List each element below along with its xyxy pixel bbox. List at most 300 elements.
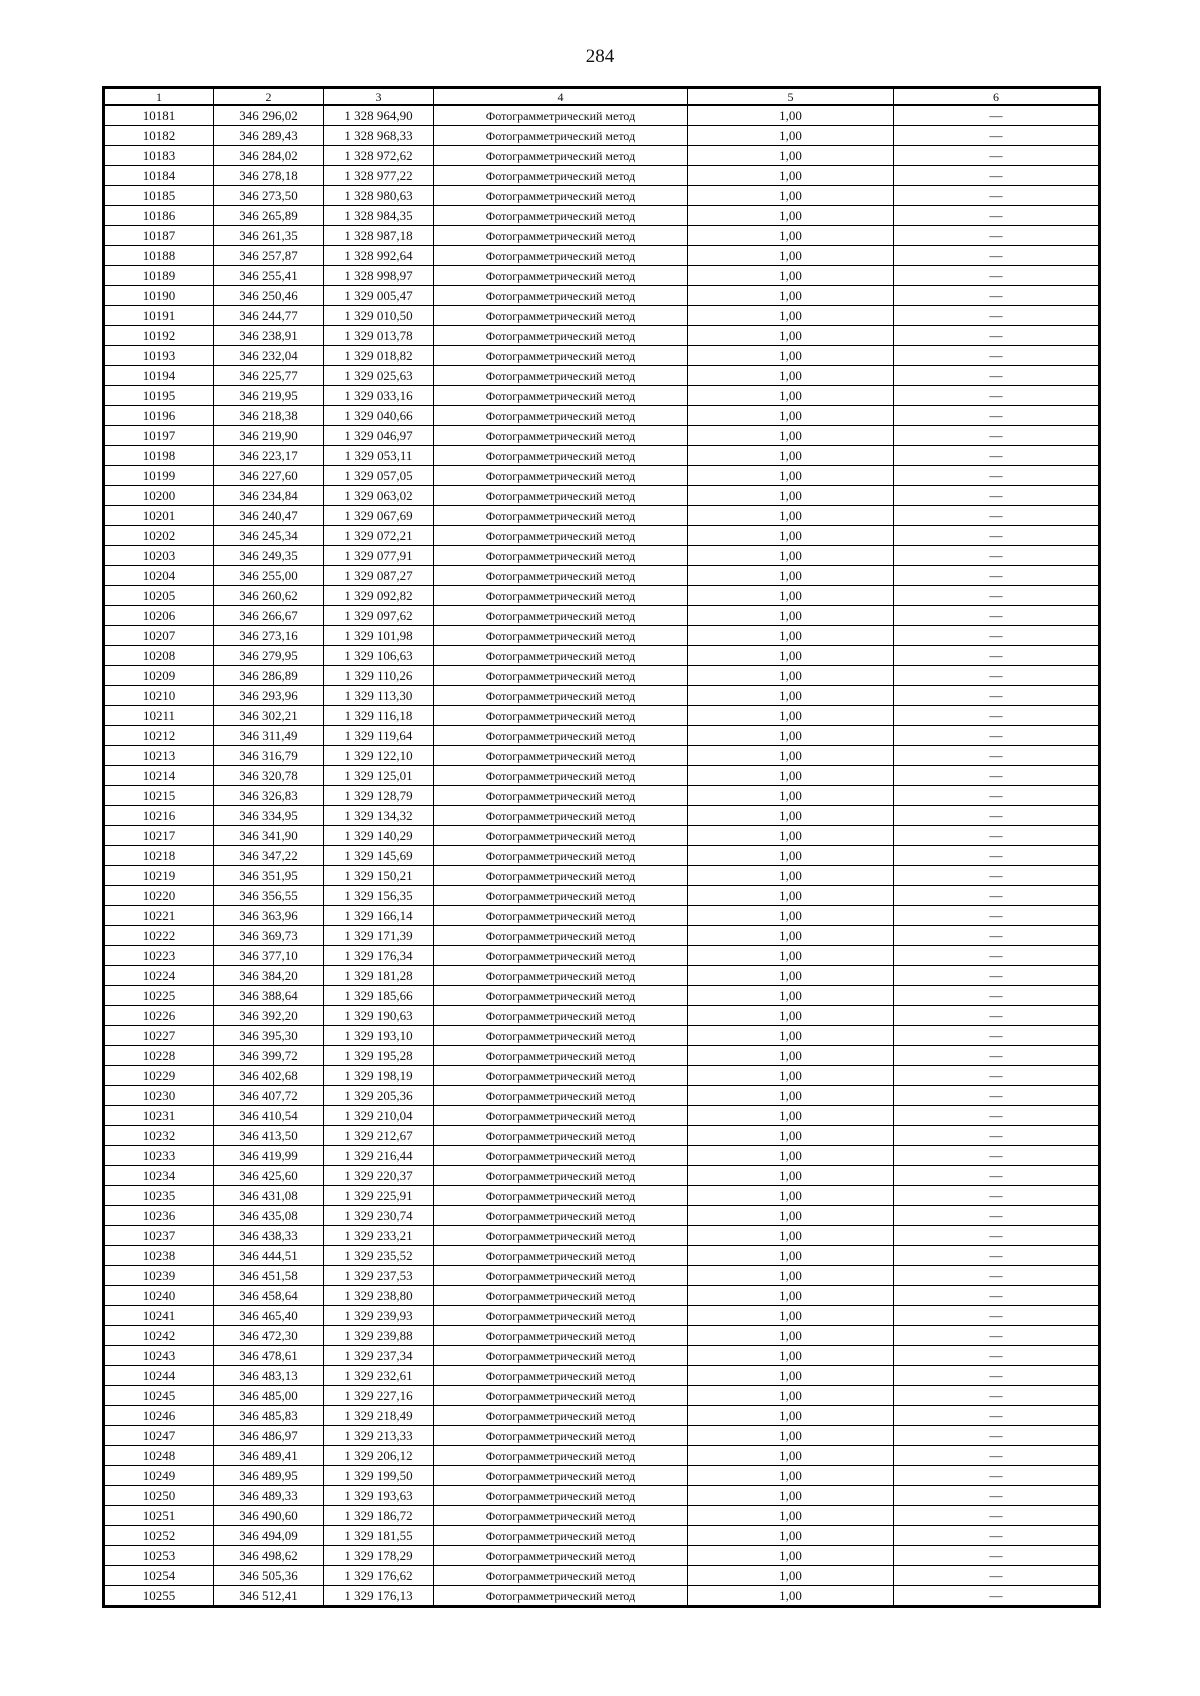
method-cell: Фотограмметрический метод	[434, 1086, 688, 1106]
description-cell: —	[894, 1046, 1100, 1066]
coordinates-table	[102, 86, 1101, 1608]
x-coordinate-cell: 346 225,77	[214, 366, 324, 386]
method-cell: Фотограмметрический метод	[434, 726, 688, 746]
point-number-cell: 10213	[104, 746, 214, 766]
x-coordinate-cell: 346 293,96	[214, 686, 324, 706]
x-coordinate-cell: 346 489,33	[214, 1486, 324, 1506]
method-cell: Фотограмметрический метод	[434, 506, 688, 526]
y-coordinate-cell: 1 329 212,67	[324, 1126, 434, 1146]
x-coordinate-cell: 346 399,72	[214, 1046, 324, 1066]
y-coordinate-cell: 1 329 205,36	[324, 1086, 434, 1106]
y-coordinate-cell: 1 329 063,02	[324, 486, 434, 506]
description-cell: —	[894, 105, 1100, 126]
description-cell: —	[894, 1326, 1100, 1346]
accuracy-cell: 1,00	[688, 1186, 894, 1206]
table-row	[104, 1426, 1100, 1446]
method-cell: Фотограмметрический метод	[434, 1106, 688, 1126]
description-cell: —	[894, 1566, 1100, 1586]
y-coordinate-cell: 1 328 977,22	[324, 166, 434, 186]
point-number-cell: 10191	[104, 306, 214, 326]
x-coordinate-cell: 346 278,18	[214, 166, 324, 186]
method-cell: Фотограмметрический метод	[434, 1426, 688, 1446]
table-row	[104, 1006, 1100, 1026]
y-coordinate-cell: 1 329 176,34	[324, 946, 434, 966]
y-coordinate-cell: 1 328 972,62	[324, 146, 434, 166]
accuracy-cell: 1,00	[688, 1146, 894, 1166]
description-cell: —	[894, 406, 1100, 426]
y-coordinate-cell: 1 329 239,88	[324, 1326, 434, 1346]
method-cell: Фотограмметрический метод	[434, 546, 688, 566]
point-number-cell: 10192	[104, 326, 214, 346]
description-cell: —	[894, 786, 1100, 806]
x-coordinate-cell: 346 244,77	[214, 306, 324, 326]
table-row	[104, 1246, 1100, 1266]
x-coordinate-cell: 346 273,16	[214, 626, 324, 646]
x-coordinate-cell: 346 444,51	[214, 1246, 324, 1266]
accuracy-cell: 1,00	[688, 1446, 894, 1466]
accuracy-cell: 1,00	[688, 666, 894, 686]
point-number-cell: 10253	[104, 1546, 214, 1566]
point-number-cell: 10199	[104, 466, 214, 486]
method-cell: Фотограмметрический метод	[434, 346, 688, 366]
method-cell: Фотограмметрический метод	[434, 1066, 688, 1086]
method-cell: Фотограмметрический метод	[434, 326, 688, 346]
method-cell: Фотограмметрический метод	[434, 1026, 688, 1046]
accuracy-cell: 1,00	[688, 226, 894, 246]
column-header-5: 5	[688, 88, 894, 106]
point-number-cell: 10218	[104, 846, 214, 866]
description-cell: —	[894, 566, 1100, 586]
description-cell: —	[894, 1426, 1100, 1446]
table-row	[104, 766, 1100, 786]
x-coordinate-cell: 346 478,61	[214, 1346, 324, 1366]
description-cell: —	[894, 1466, 1100, 1486]
description-cell: —	[894, 1066, 1100, 1086]
x-coordinate-cell: 346 326,83	[214, 786, 324, 806]
table-row	[104, 246, 1100, 266]
method-cell: Фотограмметрический метод	[434, 1266, 688, 1286]
accuracy-cell: 1,00	[688, 166, 894, 186]
table-row	[104, 1346, 1100, 1366]
accuracy-cell: 1,00	[688, 886, 894, 906]
y-coordinate-cell: 1 328 968,33	[324, 126, 434, 146]
y-coordinate-cell: 1 329 150,21	[324, 866, 434, 886]
x-coordinate-cell: 346 240,47	[214, 506, 324, 526]
accuracy-cell: 1,00	[688, 1346, 894, 1366]
table-row	[104, 366, 1100, 386]
description-cell: —	[894, 286, 1100, 306]
method-cell: Фотограмметрический метод	[434, 166, 688, 186]
accuracy-cell: 1,00	[688, 446, 894, 466]
point-number-cell: 10200	[104, 486, 214, 506]
x-coordinate-cell: 346 435,08	[214, 1206, 324, 1226]
x-coordinate-cell: 346 425,60	[214, 1166, 324, 1186]
x-coordinate-cell: 346 458,64	[214, 1286, 324, 1306]
point-number-cell: 10238	[104, 1246, 214, 1266]
method-cell: Фотограмметрический метод	[434, 366, 688, 386]
accuracy-cell: 1,00	[688, 1166, 894, 1186]
x-coordinate-cell: 346 289,43	[214, 126, 324, 146]
x-coordinate-cell: 346 311,49	[214, 726, 324, 746]
point-number-cell: 10201	[104, 506, 214, 526]
accuracy-cell: 1,00	[688, 626, 894, 646]
accuracy-cell: 1,00	[688, 1286, 894, 1306]
table-row	[104, 946, 1100, 966]
point-number-cell: 10211	[104, 706, 214, 726]
description-cell: —	[894, 206, 1100, 226]
y-coordinate-cell: 1 329 140,29	[324, 826, 434, 846]
accuracy-cell: 1,00	[688, 1026, 894, 1046]
method-cell: Фотограмметрический метод	[434, 926, 688, 946]
point-number-cell: 10223	[104, 946, 214, 966]
table-row	[104, 286, 1100, 306]
point-number-cell: 10242	[104, 1326, 214, 1346]
table-row	[104, 706, 1100, 726]
table-row	[104, 606, 1100, 626]
method-cell: Фотограмметрический метод	[434, 1126, 688, 1146]
x-coordinate-cell: 346 250,46	[214, 286, 324, 306]
accuracy-cell: 1,00	[688, 1306, 894, 1326]
accuracy-cell: 1,00	[688, 266, 894, 286]
y-coordinate-cell: 1 329 178,29	[324, 1546, 434, 1566]
table-row	[104, 726, 1100, 746]
table-row	[104, 1306, 1100, 1326]
point-number-cell: 10189	[104, 266, 214, 286]
table-row	[104, 186, 1100, 206]
x-coordinate-cell: 346 296,02	[214, 105, 324, 126]
point-number-cell: 10250	[104, 1486, 214, 1506]
method-cell: Фотограмметрический метод	[434, 1506, 688, 1526]
y-coordinate-cell: 1 329 239,93	[324, 1306, 434, 1326]
table-row	[104, 906, 1100, 926]
method-cell: Фотограмметрический метод	[434, 1006, 688, 1026]
y-coordinate-cell: 1 329 046,97	[324, 426, 434, 446]
accuracy-cell: 1,00	[688, 146, 894, 166]
description-cell: —	[894, 686, 1100, 706]
table-row	[104, 686, 1100, 706]
y-coordinate-cell: 1 329 238,80	[324, 1286, 434, 1306]
description-cell: —	[894, 1346, 1100, 1366]
point-number-cell: 10228	[104, 1046, 214, 1066]
point-number-cell: 10232	[104, 1126, 214, 1146]
x-coordinate-cell: 346 402,68	[214, 1066, 324, 1086]
method-cell: Фотограмметрический метод	[434, 1486, 688, 1506]
y-coordinate-cell: 1 329 025,63	[324, 366, 434, 386]
method-cell: Фотограмметрический метод	[434, 246, 688, 266]
table-row	[104, 166, 1100, 186]
accuracy-cell: 1,00	[688, 1526, 894, 1546]
y-coordinate-cell: 1 329 057,05	[324, 466, 434, 486]
accuracy-cell: 1,00	[688, 846, 894, 866]
y-coordinate-cell: 1 329 227,16	[324, 1386, 434, 1406]
description-cell: —	[894, 326, 1100, 346]
point-number-cell: 10221	[104, 906, 214, 926]
method-cell: Фотограмметрический метод	[434, 146, 688, 166]
method-cell: Фотограмметрический метод	[434, 105, 688, 126]
accuracy-cell: 1,00	[688, 566, 894, 586]
description-cell: —	[894, 1546, 1100, 1566]
description-cell: —	[894, 806, 1100, 826]
point-number-cell: 10187	[104, 226, 214, 246]
point-number-cell: 10225	[104, 986, 214, 1006]
description-cell: —	[894, 926, 1100, 946]
description-cell: —	[894, 646, 1100, 666]
table-row	[104, 986, 1100, 1006]
accuracy-cell: 1,00	[688, 306, 894, 326]
x-coordinate-cell: 346 273,50	[214, 186, 324, 206]
y-coordinate-cell: 1 329 072,21	[324, 526, 434, 546]
y-coordinate-cell: 1 329 067,69	[324, 506, 434, 526]
table-row	[104, 506, 1100, 526]
x-coordinate-cell: 346 407,72	[214, 1086, 324, 1106]
y-coordinate-cell: 1 328 964,90	[324, 105, 434, 126]
point-number-cell: 10243	[104, 1346, 214, 1366]
accuracy-cell: 1,00	[688, 346, 894, 366]
accuracy-cell: 1,00	[688, 1586, 894, 1607]
x-coordinate-cell: 346 465,40	[214, 1306, 324, 1326]
point-number-cell: 10212	[104, 726, 214, 746]
table-row	[104, 1046, 1100, 1066]
point-number-cell: 10234	[104, 1166, 214, 1186]
accuracy-cell: 1,00	[688, 1406, 894, 1426]
y-coordinate-cell: 1 329 193,63	[324, 1486, 434, 1506]
accuracy-cell: 1,00	[688, 806, 894, 826]
y-coordinate-cell: 1 329 233,21	[324, 1226, 434, 1246]
y-coordinate-cell: 1 329 156,35	[324, 886, 434, 906]
point-number-cell: 10252	[104, 1526, 214, 1546]
x-coordinate-cell: 346 384,20	[214, 966, 324, 986]
description-cell: —	[894, 486, 1100, 506]
table-row	[104, 1566, 1100, 1586]
point-number-cell: 10245	[104, 1386, 214, 1406]
x-coordinate-cell: 346 413,50	[214, 1126, 324, 1146]
y-coordinate-cell: 1 329 101,98	[324, 626, 434, 646]
x-coordinate-cell: 346 356,55	[214, 886, 324, 906]
y-coordinate-cell: 1 328 998,97	[324, 266, 434, 286]
description-cell: —	[894, 766, 1100, 786]
y-coordinate-cell: 1 329 077,91	[324, 546, 434, 566]
table-row	[104, 806, 1100, 826]
accuracy-cell: 1,00	[688, 326, 894, 346]
x-coordinate-cell: 346 279,95	[214, 646, 324, 666]
method-cell: Фотограмметрический метод	[434, 126, 688, 146]
table-row	[104, 1486, 1100, 1506]
x-coordinate-cell: 346 261,35	[214, 226, 324, 246]
description-cell: —	[894, 1286, 1100, 1306]
description-cell: —	[894, 246, 1100, 266]
table-row	[104, 526, 1100, 546]
y-coordinate-cell: 1 329 195,28	[324, 1046, 434, 1066]
description-cell: —	[894, 966, 1100, 986]
table-row	[104, 1586, 1100, 1607]
table-row	[104, 1126, 1100, 1146]
description-cell: —	[894, 1186, 1100, 1206]
method-cell: Фотограмметрический метод	[434, 606, 688, 626]
x-coordinate-cell: 346 219,90	[214, 426, 324, 446]
accuracy-cell: 1,00	[688, 1266, 894, 1286]
method-cell: Фотограмметрический метод	[434, 206, 688, 226]
x-coordinate-cell: 346 227,60	[214, 466, 324, 486]
table-row	[104, 826, 1100, 846]
table-row	[104, 1226, 1100, 1246]
y-coordinate-cell: 1 329 033,16	[324, 386, 434, 406]
y-coordinate-cell: 1 329 181,55	[324, 1526, 434, 1546]
y-coordinate-cell: 1 329 040,66	[324, 406, 434, 426]
y-coordinate-cell: 1 329 116,18	[324, 706, 434, 726]
description-cell: —	[894, 1446, 1100, 1466]
y-coordinate-cell: 1 329 176,13	[324, 1586, 434, 1607]
description-cell: —	[894, 386, 1100, 406]
y-coordinate-cell: 1 329 005,47	[324, 286, 434, 306]
y-coordinate-cell: 1 329 122,10	[324, 746, 434, 766]
point-number-cell: 10210	[104, 686, 214, 706]
method-cell: Фотограмметрический метод	[434, 466, 688, 486]
x-coordinate-cell: 346 347,22	[214, 846, 324, 866]
description-cell: —	[894, 186, 1100, 206]
table-row	[104, 746, 1100, 766]
point-number-cell: 10205	[104, 586, 214, 606]
x-coordinate-cell: 346 284,02	[214, 146, 324, 166]
table-row	[104, 1466, 1100, 1486]
description-cell: —	[894, 826, 1100, 846]
accuracy-cell: 1,00	[688, 1426, 894, 1446]
description-cell: —	[894, 266, 1100, 286]
point-number-cell: 10202	[104, 526, 214, 546]
y-coordinate-cell: 1 329 198,19	[324, 1066, 434, 1086]
point-number-cell: 10231	[104, 1106, 214, 1126]
description-cell: —	[894, 426, 1100, 446]
accuracy-cell: 1,00	[688, 1226, 894, 1246]
accuracy-cell: 1,00	[688, 486, 894, 506]
accuracy-cell: 1,00	[688, 1246, 894, 1266]
y-coordinate-cell: 1 329 010,50	[324, 306, 434, 326]
accuracy-cell: 1,00	[688, 1386, 894, 1406]
description-cell: —	[894, 706, 1100, 726]
point-number-cell: 10209	[104, 666, 214, 686]
point-number-cell: 10239	[104, 1266, 214, 1286]
description-cell: —	[894, 1246, 1100, 1266]
x-coordinate-cell: 346 451,58	[214, 1266, 324, 1286]
accuracy-cell: 1,00	[688, 1466, 894, 1486]
point-number-cell: 10206	[104, 606, 214, 626]
point-number-cell: 10241	[104, 1306, 214, 1326]
x-coordinate-cell: 346 472,30	[214, 1326, 324, 1346]
method-cell: Фотограмметрический метод	[434, 626, 688, 646]
x-coordinate-cell: 346 438,33	[214, 1226, 324, 1246]
point-number-cell: 10246	[104, 1406, 214, 1426]
table-row	[104, 1386, 1100, 1406]
point-number-cell: 10233	[104, 1146, 214, 1166]
x-coordinate-cell: 346 265,89	[214, 206, 324, 226]
x-coordinate-cell: 346 505,36	[214, 1566, 324, 1586]
description-cell: —	[894, 1226, 1100, 1246]
point-number-cell: 10198	[104, 446, 214, 466]
table-row	[104, 1286, 1100, 1306]
accuracy-cell: 1,00	[688, 946, 894, 966]
table-row	[104, 1106, 1100, 1126]
table-row	[104, 1086, 1100, 1106]
column-header-6: 6	[894, 88, 1100, 106]
accuracy-cell: 1,00	[688, 606, 894, 626]
x-coordinate-cell: 346 266,67	[214, 606, 324, 626]
table-row	[104, 406, 1100, 426]
accuracy-cell: 1,00	[688, 286, 894, 306]
y-coordinate-cell: 1 329 185,66	[324, 986, 434, 1006]
accuracy-cell: 1,00	[688, 1126, 894, 1146]
y-coordinate-cell: 1 329 053,11	[324, 446, 434, 466]
point-number-cell: 10183	[104, 146, 214, 166]
point-number-cell: 10193	[104, 346, 214, 366]
method-cell: Фотограмметрический метод	[434, 886, 688, 906]
point-number-cell: 10197	[104, 426, 214, 446]
point-number-cell: 10255	[104, 1586, 214, 1607]
y-coordinate-cell: 1 329 186,72	[324, 1506, 434, 1526]
point-number-cell: 10190	[104, 286, 214, 306]
point-number-cell: 10236	[104, 1206, 214, 1226]
description-cell: —	[894, 626, 1100, 646]
description-cell: —	[894, 1366, 1100, 1386]
x-coordinate-cell: 346 257,87	[214, 246, 324, 266]
x-coordinate-cell: 346 363,96	[214, 906, 324, 926]
x-coordinate-cell: 346 223,17	[214, 446, 324, 466]
method-cell: Фотограмметрический метод	[434, 1046, 688, 1066]
description-cell: —	[894, 546, 1100, 566]
method-cell: Фотограмметрический метод	[434, 1526, 688, 1546]
method-cell: Фотограмметрический метод	[434, 1186, 688, 1206]
method-cell: Фотограмметрический метод	[434, 1366, 688, 1386]
method-cell: Фотограмметрический метод	[434, 1586, 688, 1607]
x-coordinate-cell: 346 255,41	[214, 266, 324, 286]
y-coordinate-cell: 1 329 225,91	[324, 1186, 434, 1206]
accuracy-cell: 1,00	[688, 906, 894, 926]
description-cell: —	[894, 1266, 1100, 1286]
table-row	[104, 1066, 1100, 1086]
method-cell: Фотограмметрический метод	[434, 1146, 688, 1166]
x-coordinate-cell: 346 485,83	[214, 1406, 324, 1426]
point-number-cell: 10235	[104, 1186, 214, 1206]
description-cell: —	[894, 346, 1100, 366]
accuracy-cell: 1,00	[688, 546, 894, 566]
description-cell: —	[894, 1146, 1100, 1166]
description-cell: —	[894, 1386, 1100, 1406]
x-coordinate-cell: 346 218,38	[214, 406, 324, 426]
description-cell: —	[894, 446, 1100, 466]
method-cell: Фотограмметрический метод	[434, 286, 688, 306]
table-row	[104, 586, 1100, 606]
method-cell: Фотограмметрический метод	[434, 1466, 688, 1486]
y-coordinate-cell: 1 328 992,64	[324, 246, 434, 266]
method-cell: Фотограмметрический метод	[434, 846, 688, 866]
y-coordinate-cell: 1 329 193,10	[324, 1026, 434, 1046]
table-row	[104, 1146, 1100, 1166]
y-coordinate-cell: 1 329 119,64	[324, 726, 434, 746]
method-cell: Фотограмметрический метод	[434, 666, 688, 686]
description-cell: —	[894, 1006, 1100, 1026]
table-row	[104, 446, 1100, 466]
method-cell: Фотограмметрический метод	[434, 1406, 688, 1426]
table-row	[104, 306, 1100, 326]
accuracy-cell: 1,00	[688, 366, 894, 386]
table-row	[104, 1506, 1100, 1526]
method-cell: Фотограмметрический метод	[434, 446, 688, 466]
y-coordinate-cell: 1 329 176,62	[324, 1566, 434, 1586]
x-coordinate-cell: 346 238,91	[214, 326, 324, 346]
point-number-cell: 10219	[104, 866, 214, 886]
description-cell: —	[894, 1506, 1100, 1526]
description-cell: —	[894, 1306, 1100, 1326]
point-number-cell: 10184	[104, 166, 214, 186]
description-cell: —	[894, 126, 1100, 146]
